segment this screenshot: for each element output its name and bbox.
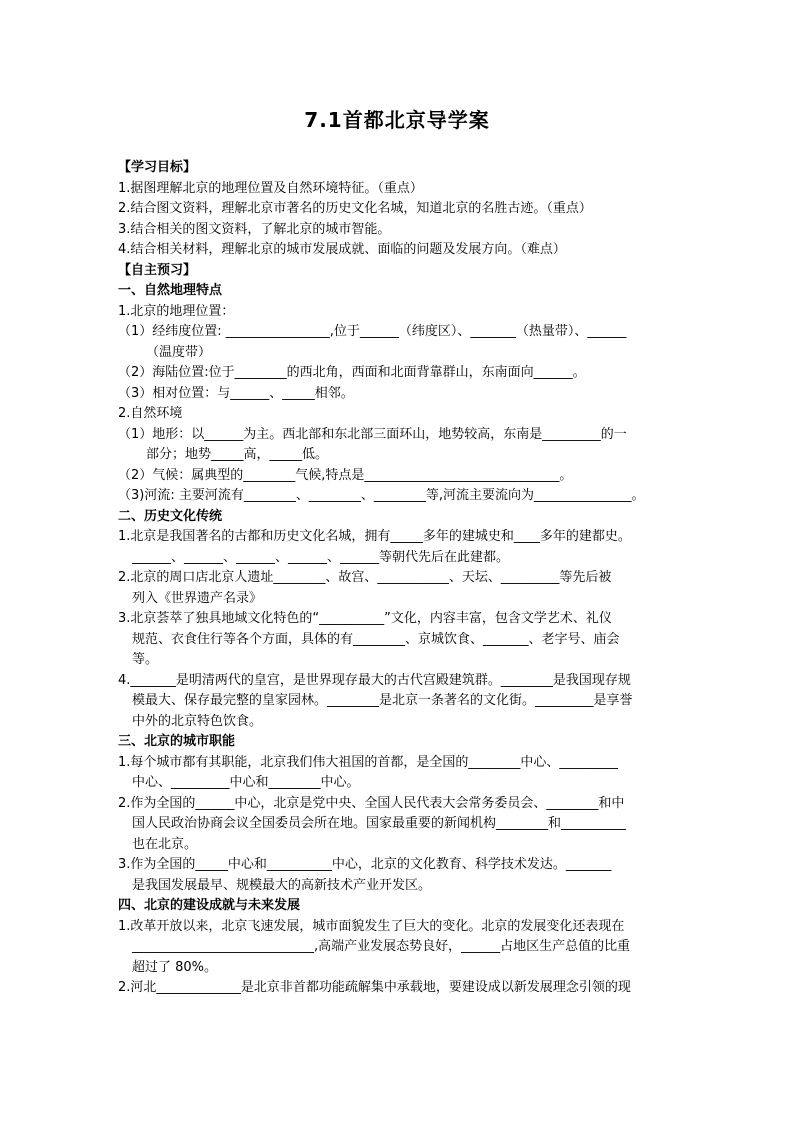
text-line: 4._______是明清两代的皇宫，是世界现存最大的古代宫殿建筑群。________是我国现存规 <box>118 672 631 688</box>
section-heading: 四、北京的建设成就与未来发展 <box>118 898 301 913</box>
text-line: ______、______、______、______、______等朝代先后在此建都。 <box>132 549 510 565</box>
text-line: （2）气候：属典型的________气候,特点是______________________________。 <box>118 467 573 483</box>
text-line: （2）海陆位置:位于________的西北角，西面和北面背靠群山，东南面向______。 <box>118 365 586 380</box>
text-line: 1.北京是我国著名的古都和历史文化名城，拥有_____多年的建城史和____多年的建都史。 <box>118 529 631 544</box>
text-line: 列入《世界遗产名录》 <box>132 590 263 606</box>
text-line: 等。 <box>132 652 159 667</box>
text-line: ____________________________,高端产业发展态势良好，______占地区生产总值的比重 <box>132 939 631 954</box>
text-line: 2.北京的周口店北京人遗址________、故宫、___________、天坛、_________等先后被 <box>118 570 612 585</box>
section-heading: 一、自然地理特点 <box>118 283 223 298</box>
text-line: （1）地形：以______为主。西北部和东北部三面环山，地势较高，东南是_________的一 <box>118 426 627 442</box>
section-heading: 三、北京的城市职能 <box>118 734 236 749</box>
text-line: 国人民政治协商会议全国委员会所在地。国家最重要的新闻机构________和__________ <box>132 816 627 831</box>
text-line: （温度带） <box>146 344 212 360</box>
section-heading: 二、历史文化传统 <box>118 508 223 524</box>
text-line: 2.作为全国的______中心，北京是党中央、全国人民代表大会常务委员会、________和中 <box>118 795 625 811</box>
text-line: 超过了 80%。 <box>132 959 218 975</box>
text-line: 1.每个城市都有其职能，北京我们伟大祖国的首都，是全国的________中心、_________ <box>118 754 618 770</box>
page-title: 7.1首都北京导学案 <box>304 108 490 132</box>
text-line: 1.北京的地理位置： <box>118 303 235 319</box>
text-line: 3.结合相关的图文资料，了解北京的城市智能。 <box>118 221 391 237</box>
section-heading: 【自主预习】 <box>118 262 197 278</box>
text-line: 也在北京。 <box>132 836 198 852</box>
text-line: 1.据图理解北京的地理位置及自然环境特征。（重点） <box>118 180 423 196</box>
text-line: 2.结合图文资料，理解北京市著名的历史文化名城，知道北京的名胜古迹。（重点） <box>118 201 592 216</box>
section-heading: 【学习目标】 <box>118 160 197 175</box>
text-line: 中心、_________中心和________中心。 <box>132 775 360 790</box>
text-line: 中外的北京特色饮食。 <box>132 713 263 729</box>
text-line: （3)河流: 主要河流有________、________、________等,河流主要流向为_______________。 <box>118 488 645 503</box>
text-line: 3.北京荟萃了独具地域文化特色的“__________”文化，内容丰富，包含文学艺术、礼仪 <box>118 611 612 626</box>
text-line: 2.河北_____________是北京非首都功能疏解集中承载地，要建设成以新发展理念引领的现 <box>118 980 631 995</box>
text-line: （3）相对位置：与______、_____相邻。 <box>118 385 354 401</box>
worksheet-body <box>118 158 678 999</box>
text-line: 模最大、保存最完整的皇家园林。________是北京一条著名的文化街。_________是享誉 <box>132 693 633 708</box>
text-line: 3.作为全国的_____中心和__________中心，北京的文化教育、科学技术发达。_______ <box>118 857 612 872</box>
text-line: 部分；地势_____高，_____低。 <box>146 447 329 462</box>
text-line: 是我国发展最早、规模最大的高新技术产业开发区。 <box>132 877 432 893</box>
text-line: 4.结合相关材料，理解北京的城市发展成就、面临的问题及发展方向。（难点） <box>118 242 566 257</box>
text-line: 规范、衣食住行等各个方面，具体的有________、京城饮食、_______、老字号、庙会 <box>132 631 620 647</box>
text-line: （1）经纬度位置: ________________,位于______（纬度区）、_______（热量带）、______ <box>118 324 627 339</box>
text-line: 1.改革开放以来，北京飞速发展，城市面貌发生了巨大的变化。北京的发展变化还表现在 <box>118 918 625 934</box>
text-line: 2.自然环境 <box>118 406 183 421</box>
